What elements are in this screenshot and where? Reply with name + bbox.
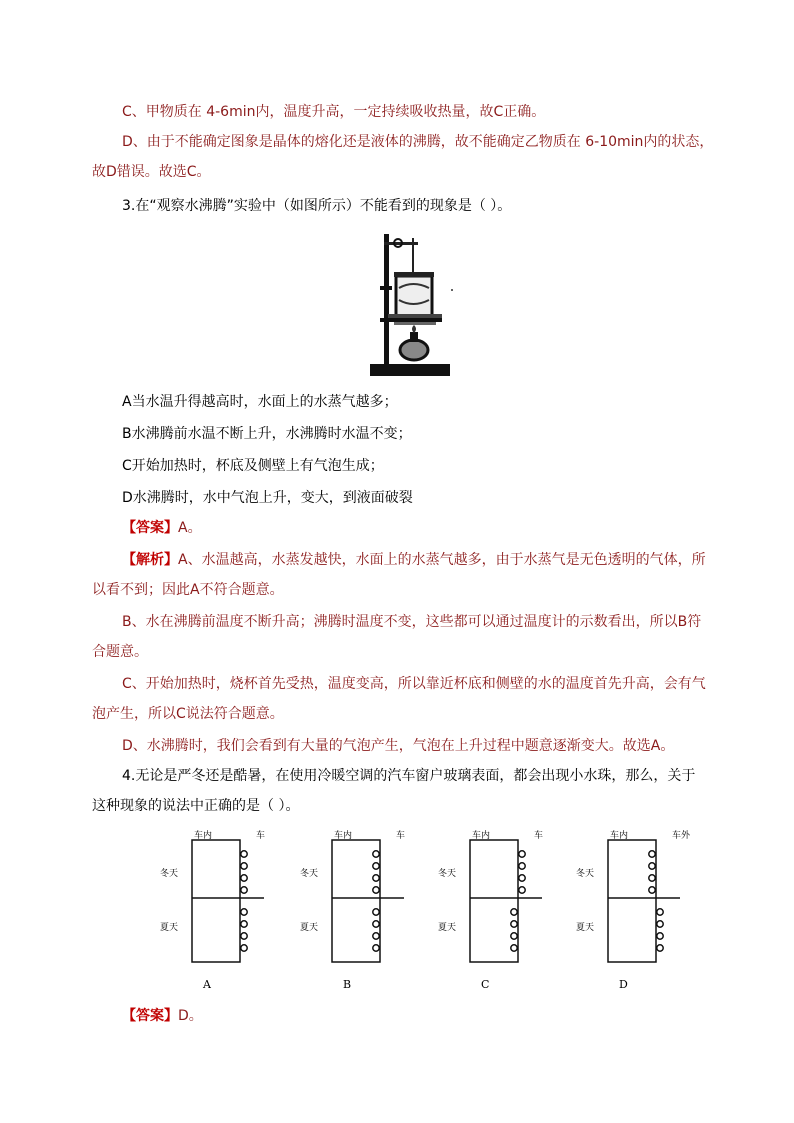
window-frame (470, 840, 518, 962)
water-droplet (241, 875, 247, 881)
water-droplet (511, 945, 517, 951)
answer-tag: 【答案】 (122, 520, 178, 536)
q3-analysis-a-2: 以看不到；因此A不符合题意。 (92, 582, 284, 598)
water-droplet (519, 875, 525, 881)
water-droplet (373, 933, 379, 939)
q3-analysis-c-2: 泡产生，所以C说法符合题意。 (92, 706, 284, 722)
label-winter: 冬天 (160, 869, 179, 879)
water-droplet (373, 863, 379, 869)
label-winter: 冬天 (576, 869, 595, 879)
label-winter: 冬天 (438, 869, 457, 879)
water-droplet (519, 887, 525, 893)
q3-analysis-d: D、水沸腾时，我们会看到有大量的气泡产生，气泡在上升过程中题意逐渐变大。故选A。 (122, 738, 675, 754)
water-droplet (373, 909, 379, 915)
answer-value: D。 (178, 1008, 203, 1024)
q3-option-b: B水沸腾前水温不断上升，水沸腾时水温不变； (122, 426, 412, 442)
label-outside: 车外 (672, 831, 691, 841)
q3-analysis-b-2: 合题意。 (92, 644, 148, 660)
q3-analysis-b-1: B、水在沸腾前温度不断升高；沸腾时温度不变，这些都可以通过温度计的示数看出，所以B符 (122, 614, 702, 630)
water-droplet (519, 863, 525, 869)
water-droplet (241, 887, 247, 893)
water-droplet (519, 851, 525, 857)
diagram-b (300, 829, 405, 991)
label-summer: 夏天 (438, 923, 457, 933)
q2-option-c-explanation: C、甲物质在 4-6min内，温度升高，一定持续吸收热量，故C正确。 (122, 104, 546, 120)
q2-option-d-explanation-1: D、由于不能确定图象是晶体的熔化还是液体的沸腾，故不能确定乙物质在 6-10min内的状态， (122, 134, 714, 150)
label-outside: 车 (396, 831, 406, 841)
water-droplet (373, 851, 379, 857)
option-letter: A (203, 978, 211, 991)
window-condensation-diagrams (140, 826, 700, 996)
water-droplet (657, 933, 663, 939)
diagram-d (576, 829, 691, 991)
water-droplet (241, 851, 247, 857)
water-droplet (511, 921, 517, 927)
water-droplet (649, 887, 655, 893)
label-inside: 车内 (334, 831, 353, 841)
label-inside: 车内 (472, 831, 491, 841)
label-inside: 车内 (194, 831, 213, 841)
label-summer: 夏天 (160, 923, 179, 933)
water-droplet (649, 875, 655, 881)
water-droplet (241, 945, 247, 951)
option-letter: C (481, 978, 490, 991)
label-summer: 夏天 (576, 923, 595, 933)
option-letter: B (343, 978, 352, 991)
water-droplet (511, 933, 517, 939)
water-droplet (241, 863, 247, 869)
water-droplet (657, 909, 663, 915)
diagram-a (160, 829, 265, 991)
label-summer: 夏天 (300, 923, 319, 933)
label-outside: 车 (534, 831, 544, 841)
q3-answer (122, 518, 202, 538)
water-droplet (241, 909, 247, 915)
diagram-c (438, 829, 543, 991)
label-winter: 冬天 (300, 869, 319, 879)
water-droplet (373, 875, 379, 881)
analysis-tag: 【解析】 (122, 552, 178, 568)
boiling-water-apparatus-figure (368, 228, 462, 380)
q4-answer (122, 1006, 203, 1026)
water-droplet (649, 851, 655, 857)
q4-stem-1: 4.无论是严冬还是酷暑，在使用冷暖空调的汽车窗户玻璃表面，都会出现小水珠，那么，关于 (122, 768, 696, 784)
label-outside: 车 (256, 831, 266, 841)
q3-option-d: D水沸腾时，水中气泡上升，变大，到液面破裂 (122, 490, 413, 506)
q4-stem-2: 这种现象的说法中正确的是（ ）。 (92, 798, 300, 814)
water-droplet (373, 921, 379, 927)
water-droplet (511, 909, 517, 915)
analysis-a-text: A、水温越高，水蒸发越快，水面上的水蒸气越多，由于水蒸气是无色透明的气体，所 (178, 552, 706, 568)
q3-analysis-a-1 (122, 550, 706, 570)
window-frame (608, 840, 656, 962)
water-droplet (373, 887, 379, 893)
q3-analysis-c-1: C、开始加热时，烧杯首先受热，温度变高，所以靠近杯底和侧壁的水的温度首先升高，会有气 (122, 676, 706, 692)
option-letter: D (619, 978, 628, 991)
water-droplet (657, 921, 663, 927)
q2-option-d-explanation-2: 故D错误。故选C。 (92, 164, 211, 180)
q3-stem: 3.在“观察水沸腾”实验中（如图所示）不能看到的现象是（ ）。 (122, 198, 512, 214)
water-droplet (373, 945, 379, 951)
window-frame (332, 840, 380, 962)
label-inside: 车内 (610, 831, 629, 841)
answer-value: A。 (178, 520, 202, 536)
answer-tag: 【答案】 (122, 1008, 178, 1024)
window-frame (192, 840, 240, 962)
water-droplet (649, 863, 655, 869)
q3-option-a: A当水温升得越高时，水面上的水蒸气越多； (122, 394, 398, 410)
water-droplet (241, 921, 247, 927)
water-droplet (241, 933, 247, 939)
water-droplet (657, 945, 663, 951)
q3-option-c: C开始加热时，杯底及侧壁上有气泡生成； (122, 458, 384, 474)
